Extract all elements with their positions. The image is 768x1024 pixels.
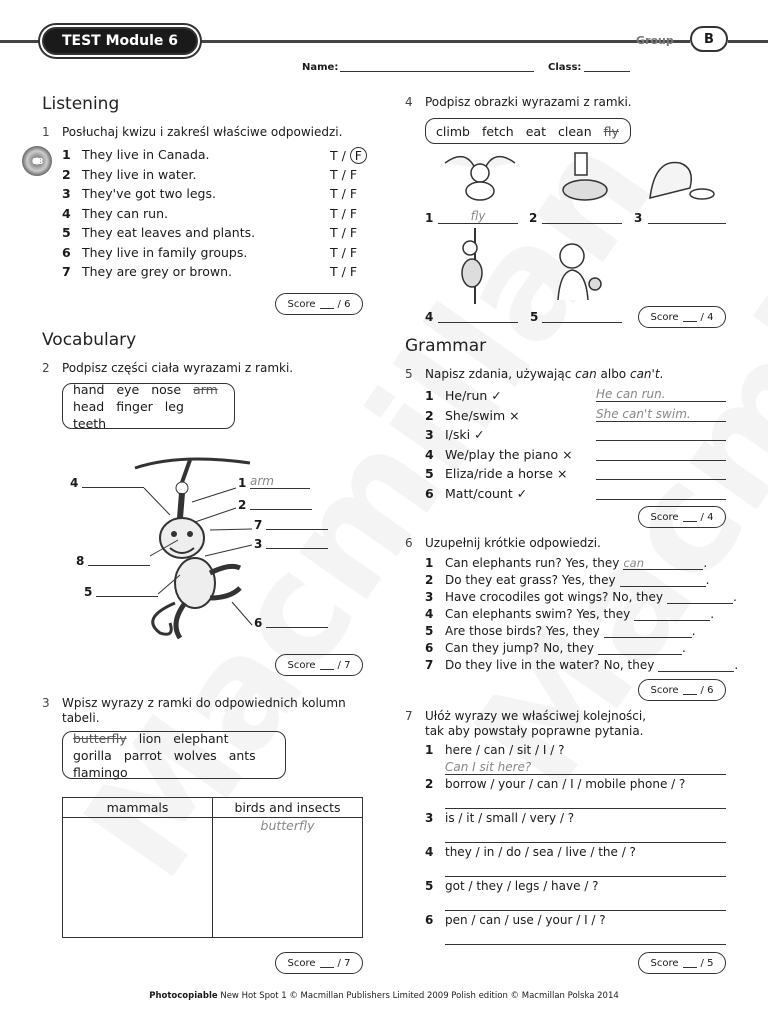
choice-true[interactable]: T bbox=[330, 166, 338, 182]
word-option: elephant bbox=[173, 730, 229, 746]
q7-item bbox=[425, 811, 574, 825]
name-label: Name: bbox=[302, 62, 339, 73]
q3-word-box bbox=[62, 731, 286, 779]
footer-rest: New Hot Spot 1 © Macmillan Publishers Limited 2009 Polish edition © Macmillan Polska 2014 bbox=[217, 991, 619, 1001]
score-label: Score bbox=[287, 957, 316, 969]
item-number: 5 bbox=[425, 624, 434, 638]
table-header-mammals: mammals bbox=[63, 798, 213, 818]
item-number: 2 bbox=[425, 407, 434, 423]
choice-separator: / bbox=[337, 186, 350, 201]
class-label: Class: bbox=[548, 62, 582, 73]
choice-separator: / bbox=[337, 205, 350, 221]
q3-table bbox=[62, 797, 363, 938]
q5-answer-line[interactable]: He can run. bbox=[596, 387, 726, 402]
item-number: 3 bbox=[425, 590, 434, 604]
q1-instruction: Posłuchaj kwizu i zakreśl właściwe odpowiedzi. bbox=[62, 125, 343, 139]
choice-false[interactable]: F bbox=[349, 186, 358, 201]
item-end: . bbox=[681, 641, 686, 655]
q6-answer-blank[interactable] bbox=[667, 590, 733, 604]
test-title: TEST Module 6 bbox=[42, 27, 198, 55]
word-option: eat bbox=[525, 123, 546, 139]
item-words: pen / can / use / your / I / ? bbox=[445, 913, 606, 927]
table-cell-birds[interactable] bbox=[213, 818, 363, 938]
word-option: eye bbox=[116, 381, 140, 397]
item-number: 3 bbox=[425, 427, 434, 443]
score-max: / 5 bbox=[700, 957, 714, 969]
picture-cleaning-spray bbox=[555, 148, 615, 206]
word-option: fetch bbox=[481, 123, 514, 139]
q5-text-c: . bbox=[659, 367, 664, 381]
q7-answer-line[interactable] bbox=[445, 828, 726, 843]
item-question: Do they live in the water? No, they bbox=[445, 658, 655, 672]
q6-item bbox=[425, 641, 686, 655]
item-end: . bbox=[710, 607, 715, 621]
item-prompt: Matt/count ✓ bbox=[445, 486, 528, 501]
q2-number: 2 bbox=[42, 361, 50, 375]
word-option: gorilla bbox=[73, 747, 112, 763]
q5-text-a: Napisz zdania, używając bbox=[425, 367, 576, 381]
item-number: 4 bbox=[425, 607, 434, 621]
score-max: / 6 bbox=[700, 684, 714, 696]
vocab-label-5: 5 bbox=[84, 585, 93, 599]
q3-instruction: Wpisz wyrazy z ramki do odpowiednich kolumn tabeli. bbox=[62, 696, 346, 725]
item-question: Can elephants swim? Yes, they bbox=[445, 607, 631, 621]
item-text: They eat leaves and plants. bbox=[82, 225, 256, 240]
q5-item bbox=[425, 466, 567, 481]
q7-item bbox=[425, 777, 685, 791]
word-option: parrot bbox=[123, 747, 162, 763]
score-max: / 7 bbox=[337, 957, 351, 969]
picture-dog-eating bbox=[640, 148, 718, 206]
item-end: . bbox=[703, 556, 708, 570]
word-option: nose bbox=[151, 381, 182, 397]
item-text: They live in water. bbox=[82, 166, 197, 182]
item-text: They live in Canada. bbox=[82, 147, 210, 162]
item-text: They've got two legs. bbox=[82, 186, 216, 201]
item-number: 1 bbox=[62, 147, 71, 162]
q6-instruction: Uzupełnij krótkie odpowiedzi. bbox=[425, 536, 601, 550]
score-blank[interactable] bbox=[683, 312, 697, 322]
word-option: head bbox=[73, 398, 105, 414]
score-blank[interactable] bbox=[683, 685, 697, 695]
item-prompt: He/run ✓ bbox=[445, 388, 502, 403]
item-number: 6 bbox=[62, 244, 71, 260]
choice-separator: / bbox=[337, 148, 350, 163]
q7-item bbox=[425, 845, 636, 859]
q5-cant: can't bbox=[629, 367, 660, 381]
item-number: 1 bbox=[425, 388, 434, 403]
item-number: 2 bbox=[62, 166, 71, 182]
footer bbox=[0, 991, 768, 1001]
word-option: finger bbox=[116, 398, 153, 414]
group-label: Group bbox=[636, 34, 674, 47]
q4-instruction: Podpisz obrazki wyrazami z ramki. bbox=[425, 95, 632, 109]
item-words: they / in / do / sea / live / the / ? bbox=[445, 845, 636, 859]
q5-number: 5 bbox=[405, 367, 413, 381]
score-box-q7 bbox=[638, 952, 726, 974]
q4-answer-1[interactable]: fly bbox=[438, 209, 518, 224]
word-option: fly bbox=[603, 123, 619, 139]
q4-answer-2[interactable] bbox=[542, 209, 622, 224]
item-text: They are grey or brown. bbox=[82, 264, 232, 279]
item-prompt: Eliza/ride a horse × bbox=[445, 466, 568, 482]
item-words: got / they / legs / have / ? bbox=[445, 879, 599, 893]
q7-number: 7 bbox=[405, 709, 413, 723]
item-number: 7 bbox=[62, 264, 71, 279]
score-box-q3 bbox=[275, 952, 363, 974]
q6-item bbox=[425, 556, 707, 570]
item-end: . bbox=[691, 624, 696, 638]
item-end: . bbox=[734, 658, 739, 672]
item-text: They live in family groups. bbox=[82, 244, 248, 260]
q1-number: 1 bbox=[42, 125, 50, 139]
vocab-answer-1[interactable]: arm bbox=[250, 474, 310, 489]
q6-answer-blank[interactable] bbox=[658, 658, 734, 672]
choice-true[interactable]: T bbox=[330, 186, 338, 201]
vocab-label-7: 7 bbox=[254, 518, 263, 532]
item-number: 4 bbox=[425, 845, 434, 859]
q7-item bbox=[425, 743, 564, 757]
q5-answer-line[interactable] bbox=[596, 426, 726, 441]
q4-word-box bbox=[425, 118, 631, 144]
choice-true[interactable]: T bbox=[330, 205, 338, 221]
score-box-q5 bbox=[638, 506, 726, 528]
word-option: wolves bbox=[173, 747, 217, 763]
word-option: clean bbox=[558, 123, 592, 139]
q7-answer-line[interactable] bbox=[445, 896, 726, 911]
vocab-label-3: 3 bbox=[254, 537, 263, 551]
q4-label-5: 5 bbox=[530, 310, 539, 324]
q5-answer-line[interactable] bbox=[596, 485, 726, 500]
q4-answer-3[interactable] bbox=[648, 209, 726, 224]
table-cell-mammals[interactable] bbox=[63, 818, 213, 938]
q4-answer-5[interactable] bbox=[542, 308, 622, 323]
item-number: 4 bbox=[425, 446, 434, 462]
item-question: Are those birds? Yes, they bbox=[445, 624, 600, 638]
q5-item bbox=[425, 486, 527, 501]
q4-answer-4[interactable] bbox=[438, 308, 518, 323]
q7-instruction: Ułóż wyrazy we właściwej kolejności, tak aby powstały poprawne pytania. bbox=[425, 709, 647, 738]
score-box-q4 bbox=[638, 306, 726, 328]
choice-false[interactable]: F bbox=[349, 244, 358, 260]
word-option: climb bbox=[436, 123, 470, 139]
item-words: here / can / sit / I / ? bbox=[445, 743, 565, 757]
q5-text-b: albo bbox=[596, 367, 630, 381]
item-words: borrow / your / can / I / mobile phone / ? bbox=[445, 777, 686, 791]
item-prompt: We/play the piano × bbox=[445, 446, 573, 462]
item-text: They can run. bbox=[82, 205, 169, 221]
picture-angel-flying bbox=[440, 148, 520, 206]
q7-item bbox=[425, 913, 606, 927]
q4-label-2: 2 bbox=[529, 211, 538, 225]
q6-answer-blank[interactable]: can bbox=[623, 556, 703, 570]
item-question: Can they jump? No, they bbox=[445, 641, 594, 655]
q6-item bbox=[425, 624, 696, 638]
item-words: is / it / small / very / ? bbox=[445, 811, 575, 825]
choice-false[interactable]: F bbox=[350, 147, 367, 164]
q2-instruction: Podpisz części ciała wyrazami z ramki. bbox=[62, 361, 294, 375]
table-example: butterfly bbox=[260, 818, 315, 833]
item-prompt: I/ski ✓ bbox=[445, 427, 485, 443]
cd-track-number: 08 bbox=[32, 157, 44, 166]
vocab-label-8: 8 bbox=[76, 554, 85, 568]
q5-instruction bbox=[425, 367, 663, 382]
word-option: flamingo bbox=[73, 764, 128, 780]
q5-answer-line[interactable] bbox=[596, 465, 726, 480]
item-number: 5 bbox=[62, 225, 71, 240]
item-number: 4 bbox=[62, 205, 71, 221]
q4-label-4: 4 bbox=[425, 310, 434, 324]
grammar-heading: Grammar bbox=[405, 336, 487, 356]
q6-item bbox=[425, 658, 738, 672]
item-number: 7 bbox=[425, 658, 434, 672]
item-number: 1 bbox=[425, 556, 434, 570]
group-badge: B bbox=[690, 26, 728, 52]
score-label: Score bbox=[650, 684, 679, 696]
q6-answer-blank[interactable] bbox=[598, 641, 682, 655]
q3-number: 3 bbox=[42, 696, 50, 710]
word-option: teeth bbox=[73, 415, 107, 431]
item-number: 1 bbox=[425, 743, 434, 757]
score-blank[interactable] bbox=[320, 660, 334, 670]
q6-answer-blank[interactable] bbox=[634, 607, 710, 621]
item-end: . bbox=[733, 590, 737, 604]
q7-answer-line[interactable] bbox=[445, 930, 726, 945]
q5-item bbox=[425, 388, 502, 403]
score-label: Score bbox=[650, 311, 679, 323]
item-number: 5 bbox=[425, 466, 434, 482]
word-option: butterfly bbox=[73, 730, 127, 746]
score-max: / 4 bbox=[700, 311, 714, 323]
item-number: 6 bbox=[425, 486, 434, 501]
score-blank[interactable] bbox=[683, 512, 697, 522]
q5-item bbox=[425, 447, 573, 462]
q6-number: 6 bbox=[405, 536, 413, 550]
choice-false[interactable]: F bbox=[349, 225, 358, 240]
choice-separator: / bbox=[337, 225, 350, 240]
footer-bold: Photocopiable bbox=[149, 991, 218, 1001]
vocab-label-2: 2 bbox=[238, 498, 247, 512]
item-number: 2 bbox=[425, 573, 434, 587]
score-box-vocabulary bbox=[275, 654, 363, 676]
vocab-label-1: 1 bbox=[238, 476, 247, 490]
item-number: 2 bbox=[425, 777, 434, 791]
q6-answer-blank[interactable] bbox=[604, 624, 692, 638]
q5-answer-line[interactable] bbox=[596, 446, 726, 461]
q7-answer-line[interactable] bbox=[445, 862, 726, 877]
choice-true[interactable]: T bbox=[330, 264, 338, 279]
word-option: arm bbox=[193, 381, 218, 397]
q5-item bbox=[425, 427, 485, 442]
q6-item bbox=[425, 573, 709, 587]
q4-number: 4 bbox=[405, 95, 413, 109]
item-question: Have crocodiles got wings? No, they bbox=[445, 590, 663, 604]
picture-climbing bbox=[450, 228, 500, 304]
table-header-birds: birds and insects bbox=[213, 798, 363, 818]
score-max: / 4 bbox=[700, 511, 714, 523]
q5-item bbox=[425, 408, 520, 423]
word-option: leg bbox=[164, 398, 184, 414]
item-number: 6 bbox=[425, 913, 434, 927]
q6-item bbox=[425, 590, 737, 604]
choice-true[interactable]: T bbox=[330, 225, 338, 240]
choice-separator: / bbox=[337, 264, 350, 279]
q5-can: can bbox=[575, 367, 597, 381]
q4-label-1: 1 bbox=[425, 211, 434, 225]
item-question: Do they eat grass? Yes, they bbox=[445, 573, 616, 587]
item-number: 6 bbox=[425, 641, 434, 655]
item-prompt: She/swim × bbox=[445, 407, 520, 423]
item-number: 3 bbox=[425, 811, 434, 825]
word-option: ants bbox=[228, 747, 256, 763]
choice-separator: / bbox=[337, 166, 350, 182]
choice-false[interactable]: F bbox=[349, 205, 358, 221]
score-label: Score bbox=[287, 298, 316, 310]
choice-separator: / bbox=[337, 244, 350, 260]
q7-answer-line[interactable]: Can I sit here? bbox=[445, 760, 726, 775]
choice-true[interactable]: T bbox=[330, 148, 338, 163]
vocab-label-6: 6 bbox=[254, 616, 263, 630]
score-max: / 7 bbox=[337, 659, 351, 671]
item-number: 5 bbox=[425, 879, 434, 893]
listening-heading: Listening bbox=[42, 94, 120, 114]
score-label: Score bbox=[650, 957, 679, 969]
item-question: Can elephants run? Yes, they bbox=[445, 556, 620, 570]
q4-label-3: 3 bbox=[634, 211, 643, 225]
word-option: hand bbox=[73, 381, 105, 397]
score-blank[interactable] bbox=[320, 958, 334, 968]
score-max: / 6 bbox=[337, 298, 351, 310]
score-label: Score bbox=[287, 659, 316, 671]
choice-false[interactable]: F bbox=[349, 166, 358, 182]
q6-item bbox=[425, 607, 714, 621]
item-end: . bbox=[705, 573, 710, 587]
score-box-q6 bbox=[638, 679, 726, 701]
picture-boy-fetching bbox=[550, 240, 610, 304]
q7-answer-line[interactable] bbox=[445, 794, 726, 809]
score-label: Score bbox=[650, 511, 679, 523]
item-number: 3 bbox=[62, 186, 71, 201]
word-option: lion bbox=[138, 730, 162, 746]
q7-item bbox=[425, 879, 599, 893]
score-blank[interactable] bbox=[683, 958, 697, 968]
q6-answer-blank[interactable] bbox=[620, 573, 706, 587]
choice-false[interactable]: F bbox=[349, 264, 358, 279]
q5-answer-line[interactable]: She can't swim. bbox=[596, 407, 726, 422]
choice-true[interactable]: T bbox=[330, 244, 338, 260]
vocabulary-heading: Vocabulary bbox=[42, 330, 137, 350]
vocab-label-4: 4 bbox=[70, 476, 79, 490]
